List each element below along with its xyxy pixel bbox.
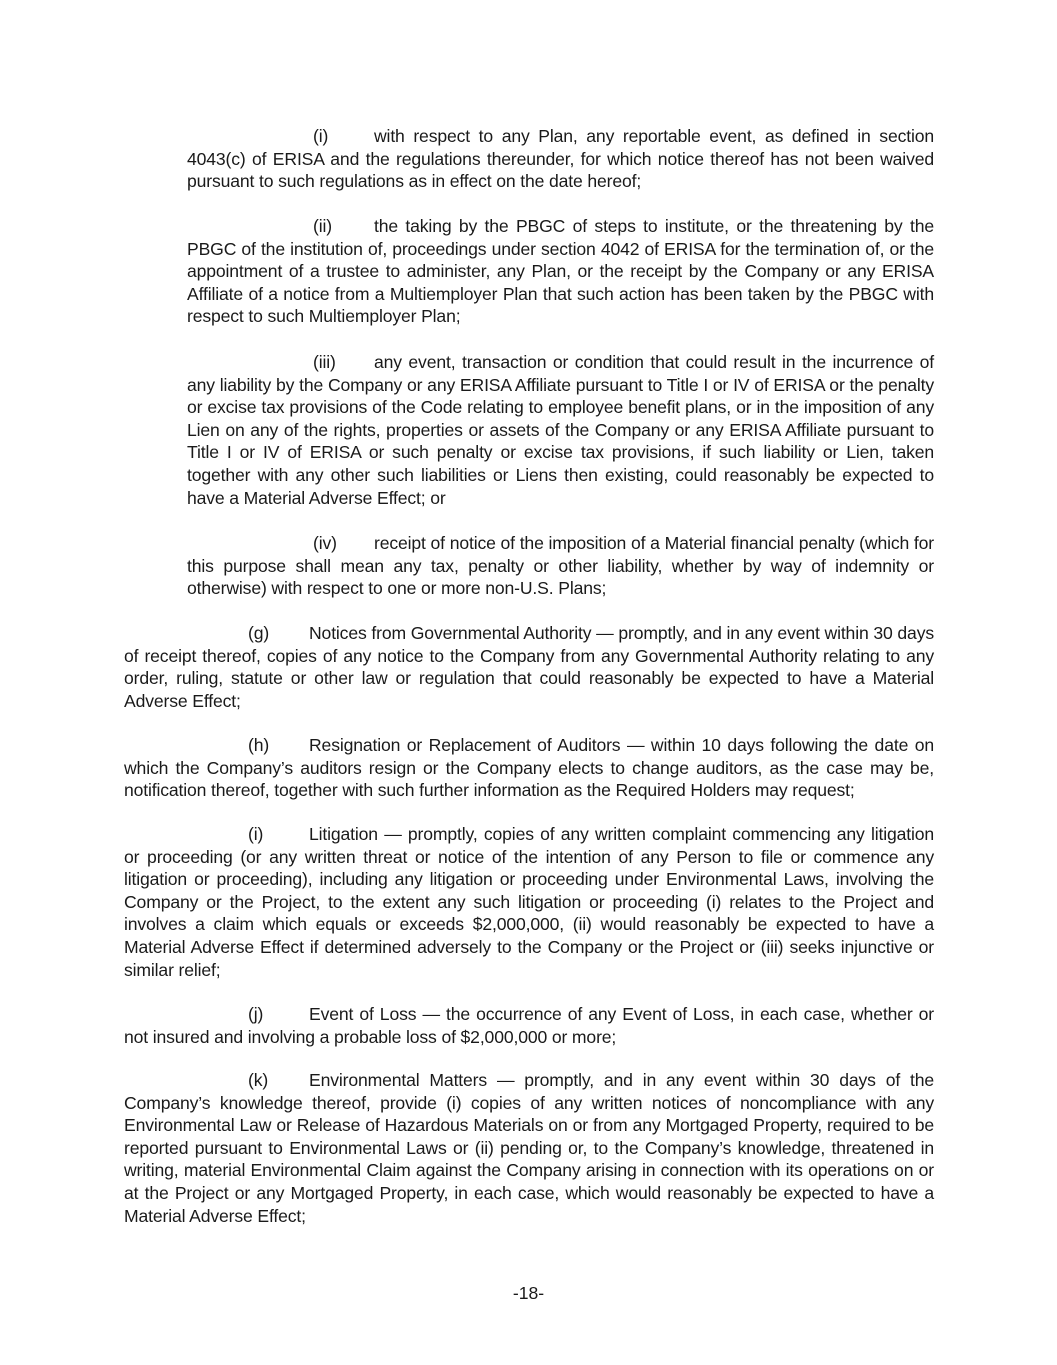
clause-i [124,823,934,981]
clause-f-iii [187,351,934,509]
clause-text: Environmental Matters — promptly, and in any event within 30 days of the Company’s knowledge thereof, provide (i) copies of any written notices of noncompliance with any Environmental Law or Release of Hazardous Materials on or from any Mortgaged Property, required to be reported pursuant to Environmental Laws or (ii) pending or, to the Company’s knowledge, threatened in writing, material Environmental Claim against the Company arising in connection with its operations on or at the Project or any Mortgaged Property, in each case, which would reasonably be expected to have a Material Adverse Effect; [124,1070,934,1226]
clause-g [124,622,934,712]
clause-text: the taking by the PBGC of steps to institute, or the threatening by the PBGC of the institution of, proceedings under section 4042 of ERISA for the termination of, or the appointment of a trustee to administer, any Plan, or the receipt by the Company or any ERISA Affiliate of a notice from a Multiemployer Plan that such action has been taken by the PBGC with respect to such Multiemployer Plan; [187,216,934,327]
clause-label: (h) [248,735,270,755]
clause-label: (iii) [313,352,336,372]
clause-text: Notices from Governmental Authority — promptly, and in any event within 30 days of receipt thereof, copies of any notice to the Company from any Governmental Authority relating to any order, ruling, statute or other law or regulation that could reasonably be expected to have a Material Adverse Effect; [124,623,934,711]
page-number: -18- [512,1283,545,1303]
clause-label: (ii) [313,216,332,236]
clause-k [124,1069,934,1227]
clause-text: Litigation — promptly, copies of any written complaint commencing any litigation or proceeding (or any written threat or notice of the intention of any Person to file or commence any litigation or proceeding), including any litigation or proceeding under Environmental Laws, involving the Company or the Project, to the extent any such litigation or proceeding (i) relates to the Project and involves a claim which equals or exceeds $2,000,000, (ii) would reasonably be expected to have a Material Adverse Effect if determined adversely to the Company or the Project or (iii) seeks injunctive or similar relief; [124,824,934,980]
clause-label: (i) [248,824,264,844]
clause-text: receipt of notice of the imposition of a Material financial penalty (which for this purpose shall mean any tax, penalty or other liability, whether by way of indemnity or otherwise) with respect to one or more non-U.S. Plans; [187,533,934,599]
clause-f-iv [187,532,934,600]
clause-f-ii [187,215,934,328]
clause-label: (j) [248,1004,264,1024]
clause-text: Event of Loss — the occurrence of any Event of Loss, in each case, whether or not insured and involving a probable loss of $2,000,000 or more; [124,1004,934,1047]
clause-label: (iv) [313,533,337,553]
clause-j [124,1003,934,1048]
clause-label: (k) [248,1070,269,1090]
clause-label: (i) [313,126,329,146]
clause-label: (g) [248,623,270,643]
clause-f-i [187,125,934,193]
clause-text: any event, transaction or condition that could result in the incurrence of any liability by the Company or any ERISA Affiliate pursuant to Title I or IV of ERISA or the penalty or excise tax provisions of the Code relating to employee benefit plans, or in the imposition of any Lien on any of the rights, properties or assets of the Company or any ERISA Affiliate pursuant to Title I or IV of ERISA or such penalty or excise tax provisions, if such liability or Lien, taken together with any other such liabilities or Liens then existing, could reasonably be expected to have a Material Adverse Effect; or [187,352,934,508]
clause-h [124,734,934,802]
clause-text: Resignation or Replacement of Auditors — within 10 days following the date on which the Company’s auditors resign or the Company elects to change auditors, as the case may be, notification thereof, together with such further information as the Required Holders may request; [124,735,934,801]
clause-text: with respect to any Plan, any reportable event, as defined in section 4043(c) of ERISA and the regulations thereunder, for which notice thereof has not been waived pursuant to such regulations as in effect on the date hereof; [187,126,934,192]
